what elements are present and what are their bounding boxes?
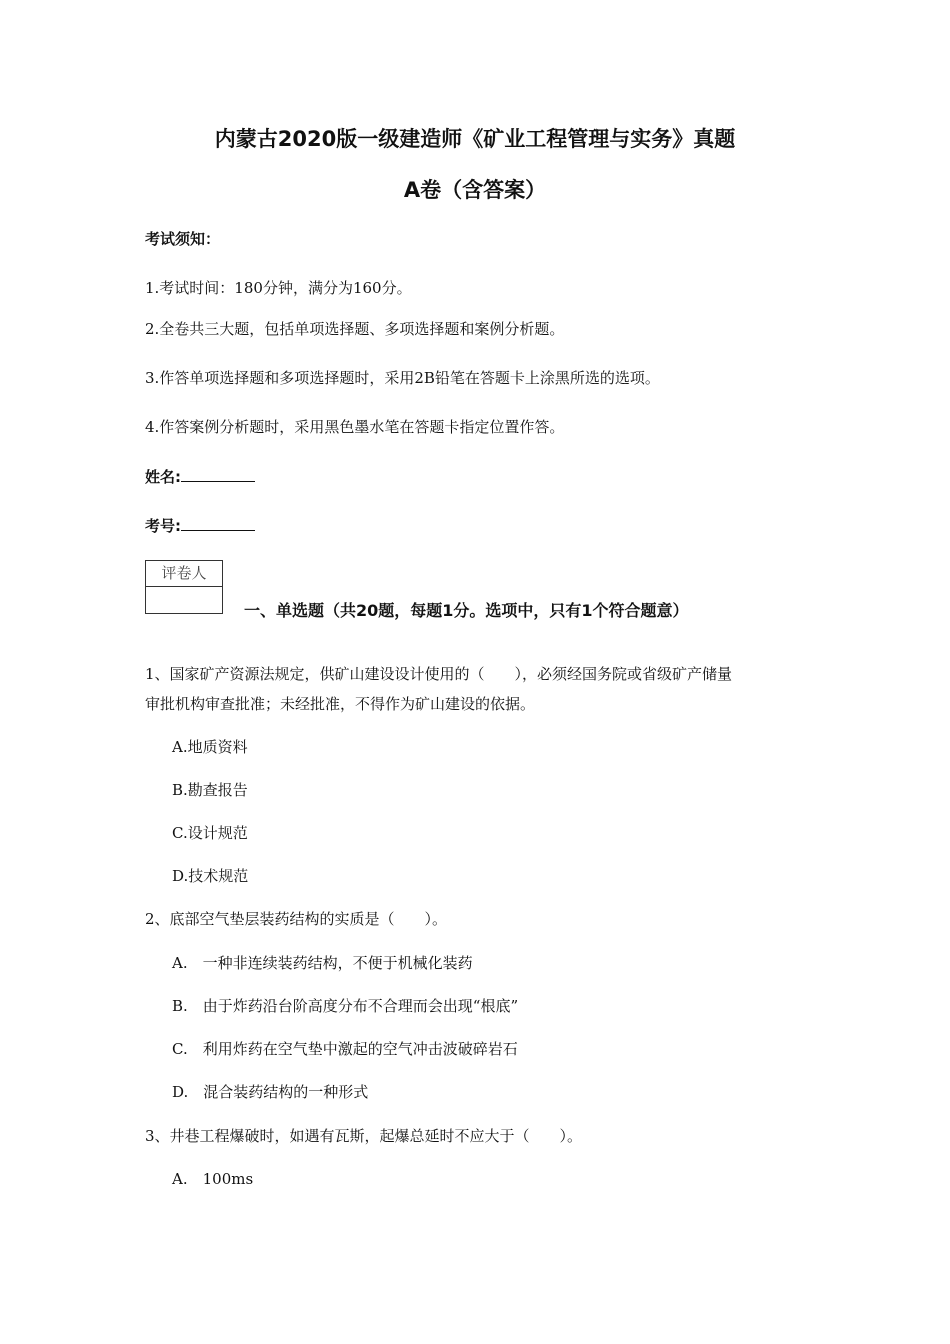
question-option: A.地质资料 — [172, 738, 248, 756]
name-label: 姓名: — [145, 468, 181, 486]
question-option: D.技术规范 — [172, 867, 249, 885]
question-stem: 3、井巷工程爆破时，如遇有瓦斯，起爆总延时不应大于（ ）。 — [145, 1127, 583, 1145]
question-option: D. 混合装药结构的一种形式 — [172, 1083, 369, 1101]
notice-item: 4.作答案例分析题时，采用黑色墨水笔在答题卡指定位置作答。 — [145, 418, 565, 436]
question-option: A. 一种非连续装药结构，不便于机械化装药 — [172, 954, 473, 972]
name-field — [145, 466, 255, 487]
question-option: B.勘查报告 — [172, 781, 248, 799]
id-field — [145, 515, 255, 536]
id-blank-line — [181, 516, 255, 531]
question-stem: 审批机构审查批准；未经批准，不得作为矿山建设的依据。 — [145, 695, 536, 713]
question-stem: 2、底部空气垫层装药结构的实质是（ ）。 — [145, 910, 448, 928]
question-stem: 1、国家矿产资源法规定，供矿山建设设计使用的（ ），必须经国务院或省级矿产储量 — [145, 665, 733, 683]
notice-item: 1.考试时间：180分钟，满分为160分。 — [145, 279, 412, 297]
notice-item: 3.作答单项选择题和多项选择题时，采用2B铅笔在答题卡上涂黑所选的选项。 — [145, 369, 660, 387]
notice-item: 2.全卷共三大题，包括单项选择题、多项选择题和案例分析题。 — [145, 320, 565, 338]
question-option: C.设计规范 — [172, 824, 248, 842]
notice-heading: 考试须知： — [145, 230, 221, 248]
reviewer-box — [145, 560, 223, 614]
document-title: 内蒙古2020版一级建造师《矿业工程管理与实务》真题 — [214, 127, 736, 151]
question-option: A. 100ms — [172, 1170, 254, 1188]
name-blank-line — [181, 467, 255, 482]
question-option: B. 由于炸药沿台阶高度分布不合理而会出现“根底” — [172, 997, 519, 1015]
section-heading: 一、单选题（共20题，每题1分。选项中，只有1个符合题意） — [244, 601, 689, 620]
document-subtitle: A卷（含答案） — [403, 178, 547, 202]
question-option: C. 利用炸药在空气垫中激起的空气冲击波破碎岩石 — [172, 1040, 518, 1058]
id-label: 考号: — [145, 517, 181, 535]
reviewer-label: 评卷人 — [146, 561, 222, 587]
